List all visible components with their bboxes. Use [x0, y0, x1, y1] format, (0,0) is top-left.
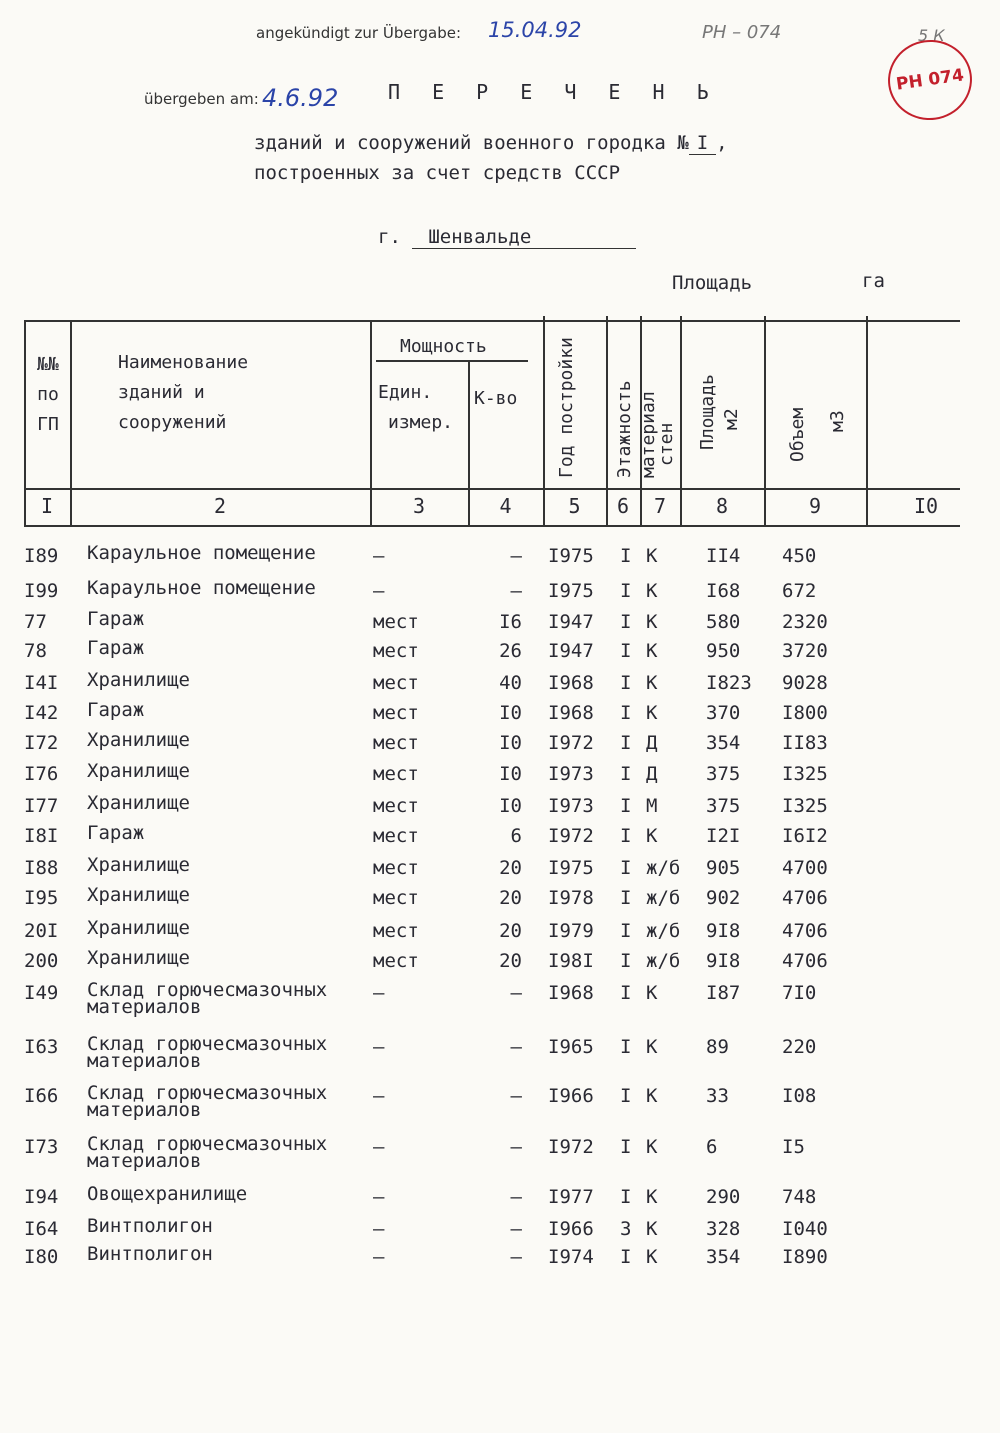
header-no: №№ по ГП	[37, 354, 59, 435]
announced-date: 15.04.92	[488, 18, 582, 42]
col-number: 7	[653, 494, 667, 518]
col-number: 6	[616, 494, 630, 518]
title-line-2: построенных за счет средств СССР	[254, 162, 621, 184]
city-name: Шенвальде	[412, 226, 636, 249]
col-number: I	[40, 494, 54, 518]
announced-label: angekündigt zur Übergabe:	[256, 24, 462, 42]
header-material: материал стен	[638, 391, 677, 478]
archive-seal: РН 074	[883, 35, 977, 126]
archive-code: РН – 074	[702, 22, 782, 43]
title-line-1: зданий и сооружений военного городка № I ,	[254, 132, 728, 154]
handed-label: übergeben am:	[144, 90, 259, 108]
col-number: 5	[568, 494, 581, 518]
document-heading: П Е Р Е Ч Е Н Ь	[388, 80, 719, 104]
header-name: Наименование зданий и сооружений	[118, 352, 249, 433]
col-number: 3	[412, 494, 426, 518]
header-area: Площадь м2	[697, 374, 742, 450]
header-floors: Этажность	[614, 380, 635, 478]
area-label: Площадь	[672, 272, 753, 294]
header-qty: К-во	[474, 388, 518, 409]
header-volume: Объем м3	[787, 407, 848, 462]
settlement-number: I	[689, 132, 716, 155]
header-capacity: Мощность	[400, 336, 487, 357]
header-unit: Един. измер.	[378, 382, 454, 433]
corner-note: 5 К	[918, 26, 945, 45]
col-number: 8	[715, 494, 729, 518]
handed-date: 4.6.92	[262, 84, 339, 112]
header-year: Год постройки	[556, 337, 577, 478]
col-number: 2	[213, 494, 227, 518]
col-number: 4	[499, 494, 512, 518]
area-unit: га	[862, 270, 885, 292]
col-number: I0	[913, 494, 939, 518]
city-line: г. Шенвальде	[378, 226, 636, 249]
col-number: 9	[808, 494, 822, 518]
